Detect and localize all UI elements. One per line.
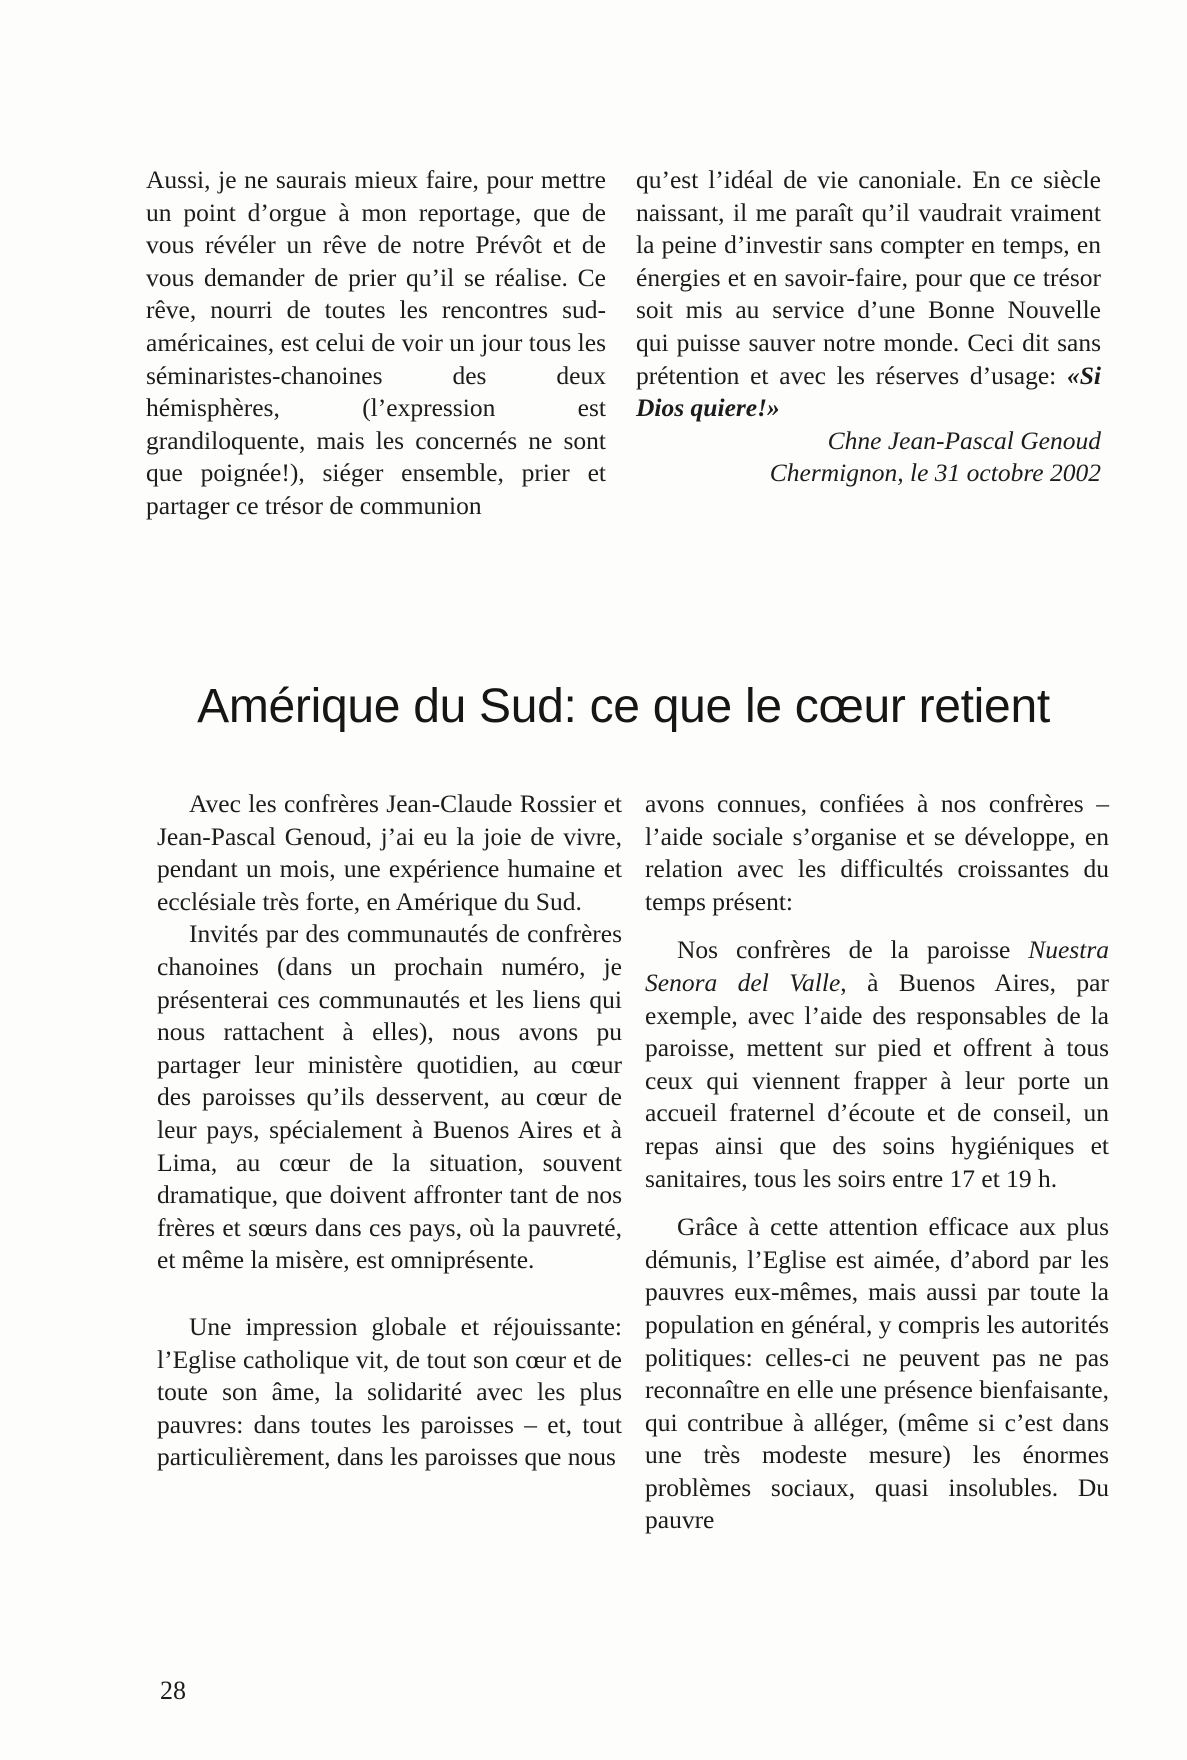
article-right-column <box>645 788 1109 1537</box>
closing-quote: «Si Dios quiere!» <box>636 360 1101 423</box>
page-number: 28 <box>160 1676 186 1705</box>
top-right-column <box>636 164 1101 490</box>
article-title: Amérique du Sud: ce que le cœur retient <box>197 680 1050 733</box>
parish-name: Nuestra Senora del Valle <box>645 935 1109 997</box>
paragraph-5-start: Nos confrères de la paroisse <box>677 935 1011 965</box>
article-paragraph-1: Avec les confrères Jean-Claude Rossier et Jean-Pascal Genoud, j’ai eu la joie de vivre, pendant un mois, une expérience humaine et ecclésiale très forte, en Amérique du Sud. <box>157 789 622 916</box>
article-paragraph-3: Une impression globale et réjouissante: l’Eglise catholique vit, de tout son cœur et de toute son âme, la solidarité avec les plus pauvres: dans toutes les paroisses – et, tout particulièrement, dans les paroisses que nous <box>157 1311 622 1472</box>
closing-paragraph-right-text: qu’est l’idéal de vie canoniale. En ce siècle naissant, il me paraît qu’il vaudrait vraiment la peine d’investir sans compter en temps, en énergies et en savoir-faire, pour que ce trésor soit mis au service d’une Bonne Nouvelle qui puisse sauver notre monde. Ceci dit sans prétention et avec les réserves d’usage: <box>636 165 1101 390</box>
signature-name: Chne Jean-Pascal Genoud <box>827 425 1101 455</box>
article-paragraph-2: Invités par des communautés de confrères chanoines (dans un prochain numéro, je présenterai ces communautés et les liens qui nous rattachent à elles), nous avons pu partager leur ministère quotidien, au cœur des paroisses qu’ils desservent, au cœur de leur pays, spécialement à Buenos Aires et à Lima, au cœur de la situation, souvent dramatique, que doivent affronter tant de nos frères et sœurs dans ces pays, où la pauvreté, et même la misère, est omniprésente. <box>157 919 622 1275</box>
signature-place-date: Chermignon, le 31 octobre 2002 <box>769 458 1101 488</box>
top-left-column <box>146 164 606 523</box>
article-paragraph-5 <box>645 934 1109 1195</box>
closing-paragraph-left: Aussi, je ne saurais mieux faire, pour mettre un point d’orgue à mon reportage, que de vous révéler un rêve de notre Prévôt et de vous demander de prier qu’il se réalise. Ce rêve, nourri de toutes les rencontres sud-américaines, est celui de voir un jour tous les séminaristes-chanoines des deux hémisphères, (l’expression est grandiloquente, mais les concernés ne sont que poignée!), siéger ensemble, prier et partager ce trésor de communion <box>146 165 606 520</box>
closing-paragraph-right <box>636 164 1101 425</box>
paragraph-5-end: , à Buenos Aires, par exemple, avec l’aide des responsables de la paroisse, mettent sur pied et offrent à tous ceux qui viennent frapper à leur porte un accueil fraternel d’écoute et de conseil, un repas ainsi que des soins hygiéniques et sanitaires, tous les soirs entre 17 et 19 h. <box>645 967 1109 1193</box>
article-paragraph-6: Grâce à cette attention efficace aux plus démunis, l’Eglise est aimée, d’abord par les pauvres eux-mêmes, mais aussi par toute la population en général, y compris les autorités politiques: celles-ci ne peuvent pas ne pas reconnaître en elle une présence bienfaisante, qui contribue à alléger, (même si c’est dans une très modeste mesure) les énormes problèmes sociaux, quasi insolubles. Du pauvre <box>645 1212 1109 1535</box>
article-paragraph-4: avons connues, confiées à nos confrères – l’aide sociale s’organise et se développe, en relation avec les difficultés croissantes du temps présent: <box>645 789 1109 916</box>
article-left-column <box>157 788 622 1474</box>
